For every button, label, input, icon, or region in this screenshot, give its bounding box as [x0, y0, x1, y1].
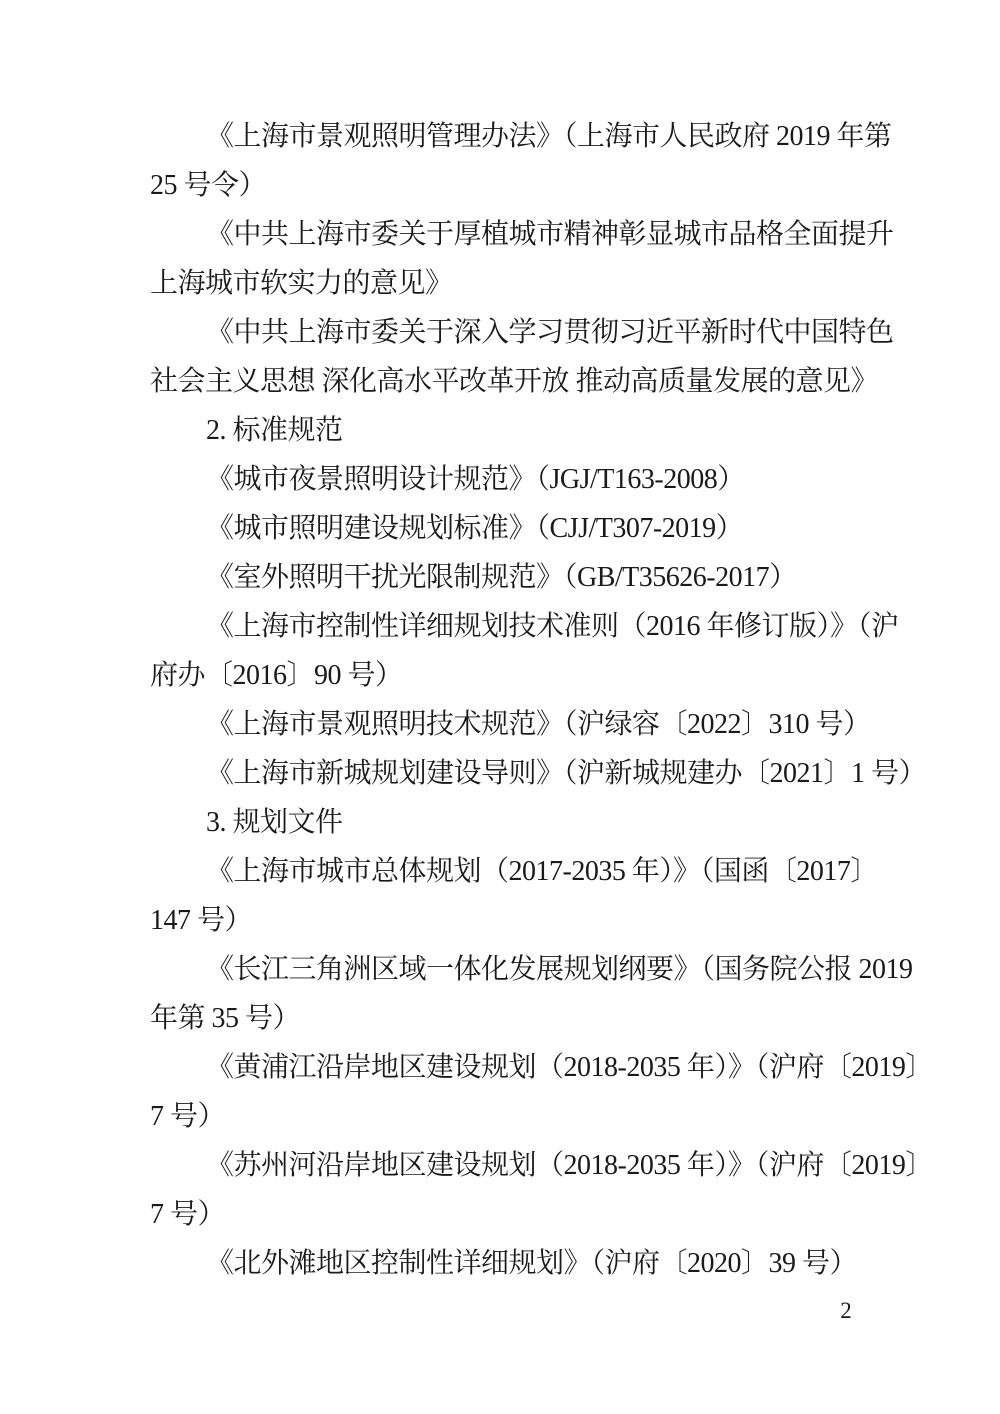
document-line: 《上海市新城规划建设导则》（沪新城规建办〔2021〕1 号）	[206, 758, 927, 789]
document-line: 上海城市软实力的意见》	[150, 268, 453, 299]
document-line: 《苏州河沿岸地区建设规划（2018-2035 年）》（沪府〔2019〕	[206, 1150, 933, 1181]
document-line: 《上海市景观照明管理办法》（上海市人民政府 2019 年第	[206, 121, 892, 152]
document-line: 《长江三角洲区域一体化发展规划纲要》（国务院公报 2019	[206, 954, 913, 985]
document-body	[150, 112, 933, 1288]
document-line: 《北外滩地区控制性详细规划》（沪府〔2020〕39 号）	[206, 1248, 858, 1279]
document-line: 《室外照明干扰光限制规范》（GB/T35626-2017）	[206, 562, 797, 593]
document-line: 《中共上海市委关于厚植城市精神彰显城市品格全面提升	[206, 219, 894, 250]
document-line: 《上海市景观照明技术规范》（沪绿容〔2022〕310 号）	[206, 709, 871, 740]
document-line: 《黄浦江沿岸地区建设规划（2018-2035 年）》（沪府〔2019〕	[206, 1052, 933, 1083]
document-line: 社会主义思想 深化高水平改革开放 推动高质量发展的意见》	[150, 366, 879, 397]
document-line: 《上海市控制性详细规划技术准则（2016 年修订版）》（沪	[206, 611, 899, 642]
document-line: 7 号）	[150, 1101, 226, 1132]
document-line: 2. 标准规范	[206, 415, 343, 446]
document-line: 7 号）	[150, 1199, 226, 1230]
document-line: 《城市照明建设规划标准》（CJJ/T307-2019）	[206, 513, 744, 544]
document-line: 《中共上海市委关于深入学习贯彻习近平新时代中国特色	[206, 317, 894, 348]
document-line: 府办〔2016〕90 号）	[150, 660, 403, 691]
document-line: 3. 规划文件	[206, 807, 343, 838]
page-number: 2	[840, 1298, 852, 1323]
document-line: 《城市夜景照明设计规范》（JGJ/T163-2008）	[206, 464, 745, 495]
document-line: 《上海市城市总体规划（2017-2035 年）》（国函〔2017〕	[206, 856, 878, 887]
document-line: 年第 35 号）	[150, 1003, 301, 1034]
document-line: 147 号）	[150, 905, 253, 936]
document-line: 25 号令）	[150, 170, 267, 201]
